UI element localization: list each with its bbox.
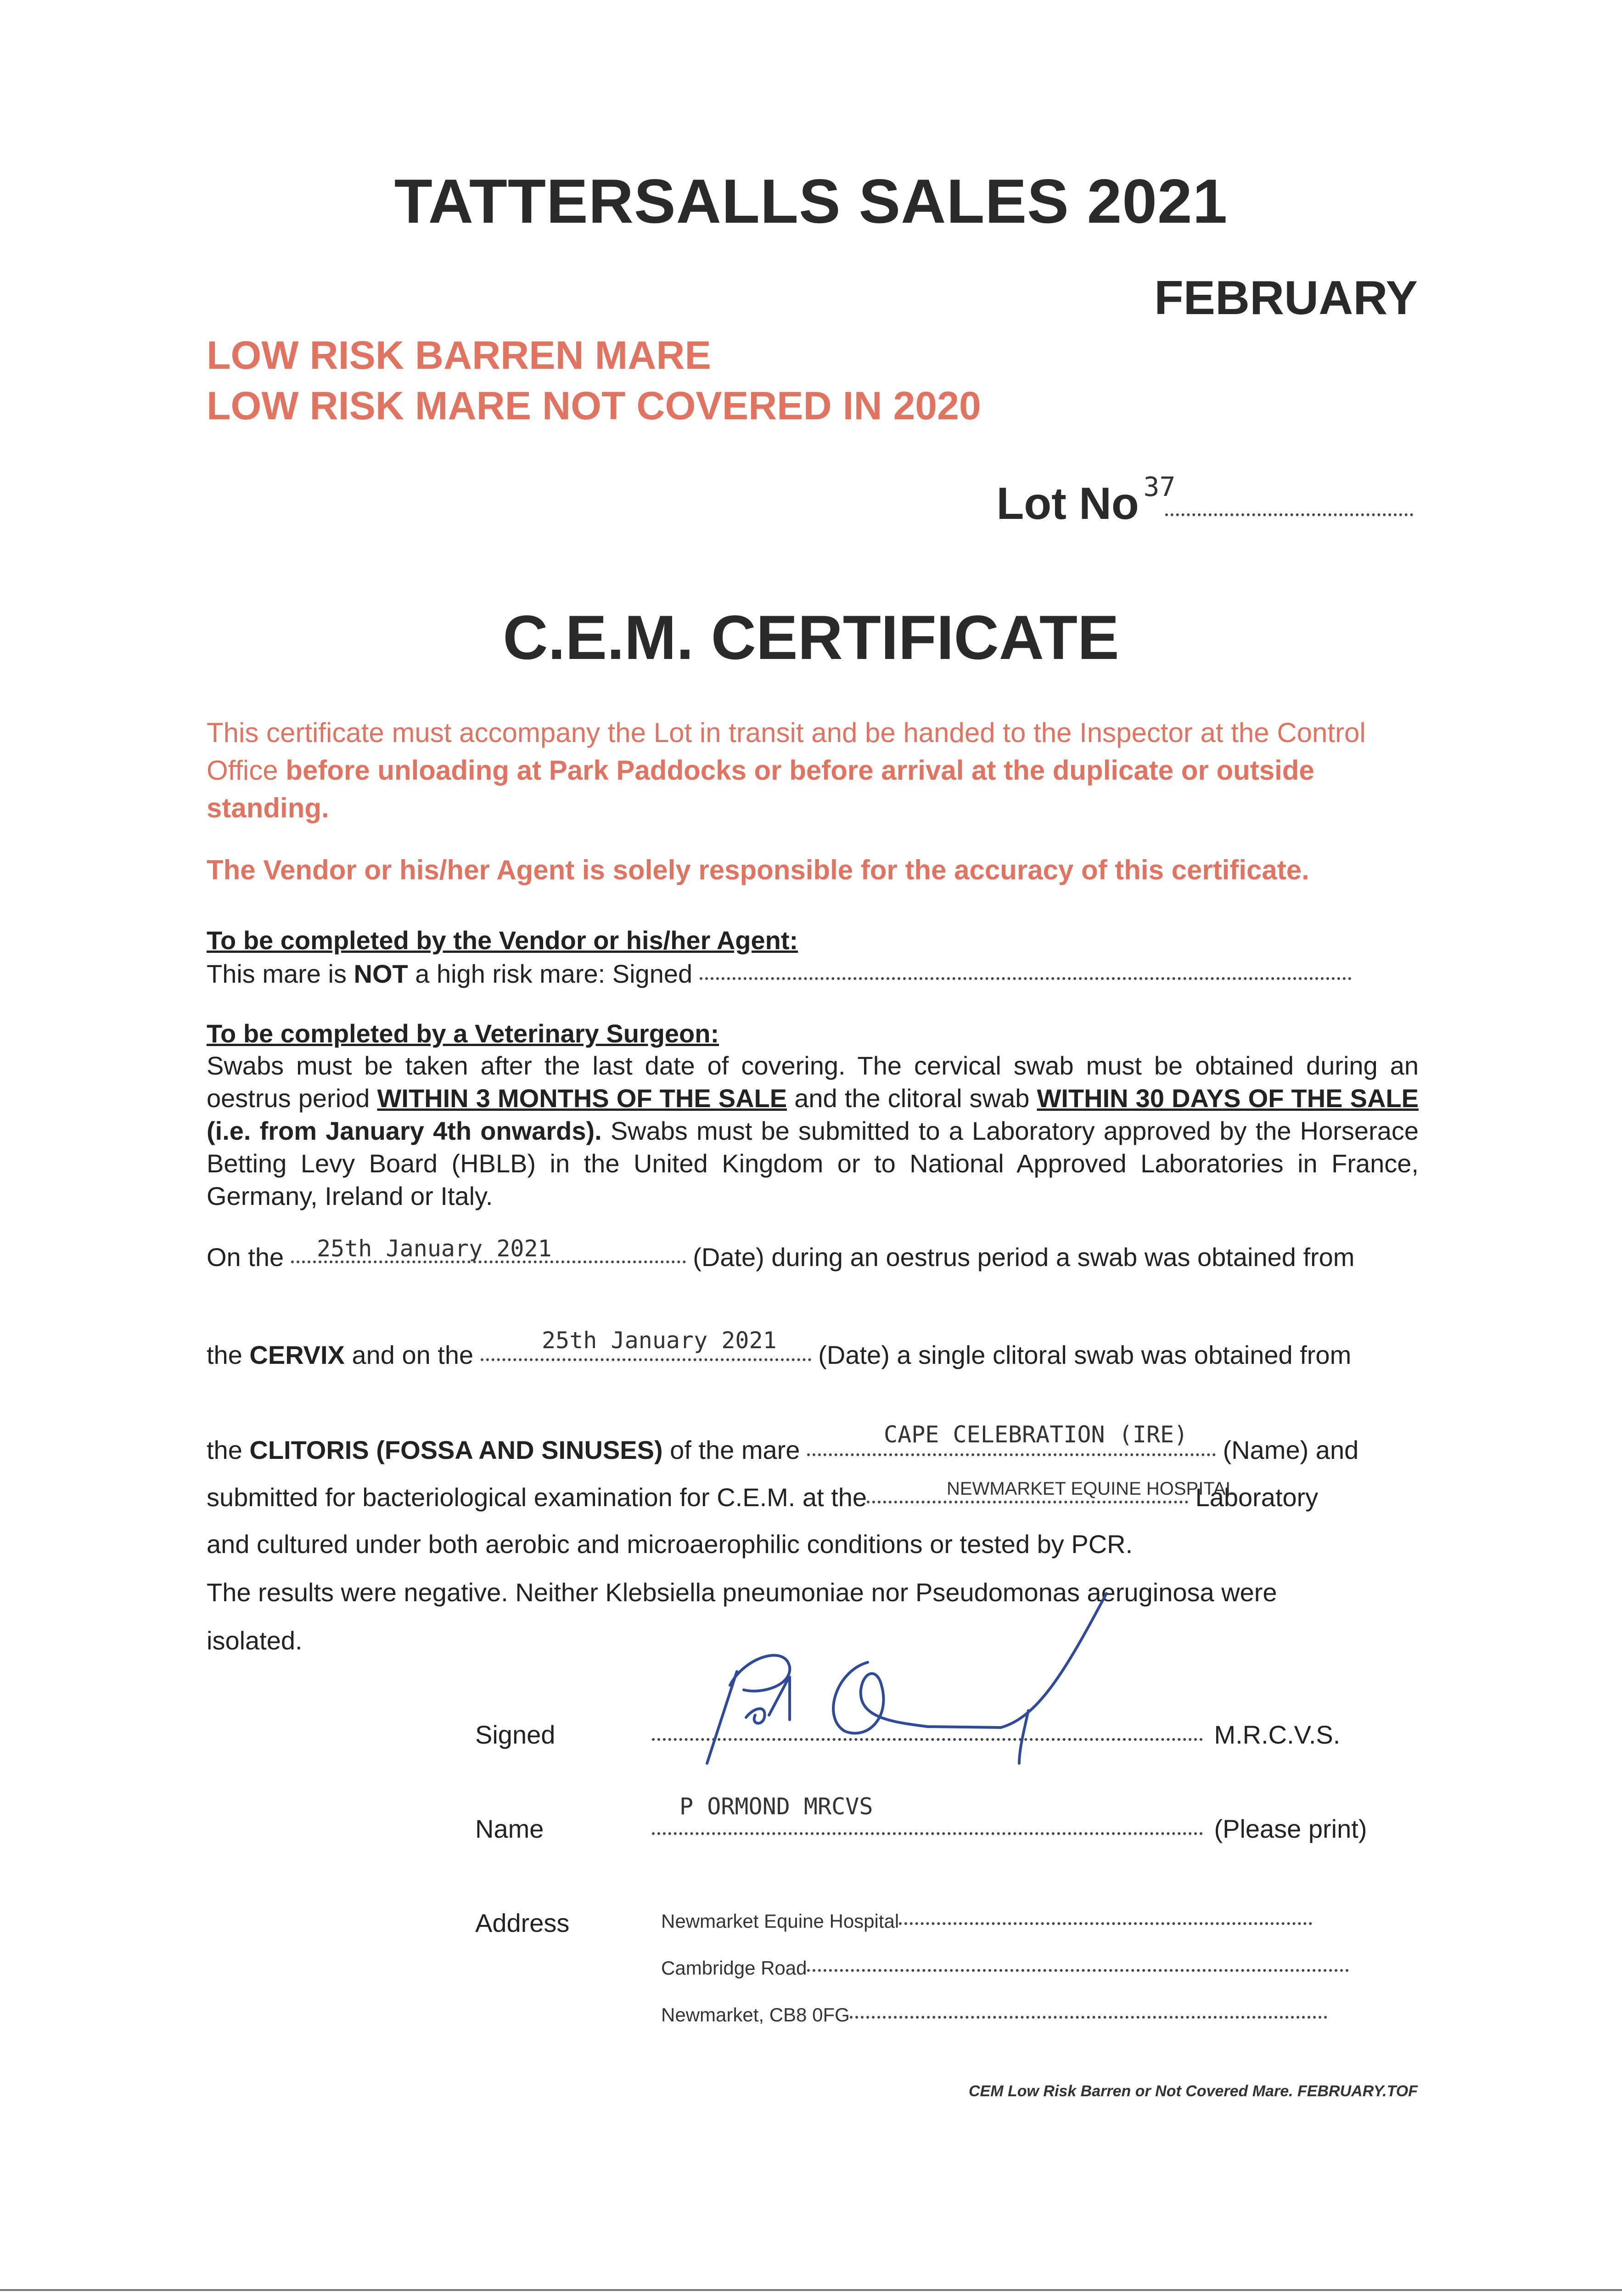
address-line-3[interactable] xyxy=(661,2004,1327,2026)
address-line-2[interactable] xyxy=(661,1957,1349,1979)
name-dotted-line xyxy=(652,1832,1203,1835)
address-line-2-value: Cambridge Road xyxy=(661,1957,807,1979)
submitted-label: submitted for bacteriological examination for C.E.M. at the xyxy=(207,1483,867,1512)
cervix-label: CERVIX xyxy=(249,1340,345,1369)
lot-number xyxy=(996,471,1413,529)
isolated-line: isolated. xyxy=(207,1626,303,1655)
name-value[interactable]: P ORMOND MRCVS xyxy=(679,1793,873,1820)
vet-heading: To be completed by a Veterinary Surgeon: xyxy=(207,1019,719,1048)
date1-after: (Date) during an oestrus period a swab was obtained from xyxy=(693,1243,1355,1272)
sale-month: FEBRUARY xyxy=(1154,271,1418,325)
mare-name-value[interactable]: CAPE CELEBRATION (IRE) xyxy=(884,1421,1188,1448)
address-line-1[interactable] xyxy=(661,1910,1312,1932)
mare-name-line xyxy=(207,1435,1419,1465)
please-print-label: (Please print) xyxy=(1214,1814,1367,1843)
name-field[interactable] xyxy=(652,1814,1367,1844)
lot-value[interactable]: 37 xyxy=(1143,471,1176,502)
date2-after: (Date) a single clitoral swab was obtained from xyxy=(818,1340,1352,1369)
vendor-line-bold: NOT xyxy=(354,959,408,988)
address-label: Address xyxy=(475,1908,570,1937)
name-label: Name xyxy=(475,1814,544,1843)
lab-name-value[interactable]: NEWMARKET EQUINE HOSPITAL xyxy=(947,1479,1236,1499)
vet-text-1: Swabs must be taken after the last date of covering. The cervical swab must be obtained during an oestrus period xyxy=(207,1051,1419,1113)
responsibility-statement: The Vendor or his/her Agent is solely responsible for the accuracy of this certificate. xyxy=(207,855,1309,885)
results-line: The results were negative. Neither Klebsiella pneumoniae nor Pseudomonas aeruginosa were xyxy=(207,1578,1277,1607)
risk-category-2: LOW RISK MARE NOT COVERED IN 2020 xyxy=(207,384,981,428)
date2-value[interactable]: 25th January 2021 xyxy=(542,1327,777,1354)
address-dots-2 xyxy=(807,1969,1349,1972)
vet-bold-3: (i.e. from January 4th onwards). xyxy=(207,1116,602,1145)
cultured-line: and cultured under both aerobic and microaerophilic conditions or tested by PCR. xyxy=(207,1530,1133,1559)
vendor-signature-field[interactable] xyxy=(700,977,1352,980)
vendor-line-pre: This mare is xyxy=(207,959,354,988)
address-dots-1 xyxy=(899,1922,1312,1925)
clitoral-date-line xyxy=(207,1340,1419,1370)
vet-bold-1: WITHIN 3 MONTHS OF THE SALE xyxy=(377,1084,787,1113)
mare-name-field[interactable] xyxy=(807,1453,1216,1456)
sales-title: TATTERSALLS SALES 2021 xyxy=(394,166,1228,236)
the-label-1: the xyxy=(207,1340,250,1369)
vet-text-2: and the clitoral swab xyxy=(787,1084,1037,1113)
lab-line xyxy=(207,1482,1419,1512)
date1-value[interactable]: 25th January 2021 xyxy=(317,1235,552,1262)
laboratory-label: Laboratory xyxy=(1195,1483,1319,1512)
certificate-title: C.E.M. CERTIFICATE xyxy=(503,602,1119,672)
vet-bold-2: WITHIN 30 DAYS OF THE SALE xyxy=(1037,1084,1419,1113)
lot-dotted-line xyxy=(1165,513,1413,516)
vendor-declaration xyxy=(207,959,1352,989)
on-the-label: On the xyxy=(207,1243,291,1272)
mrcvs-label: M.R.C.V.S. xyxy=(1214,1720,1341,1749)
vendor-heading: To be completed by the Vendor or his/her Agent: xyxy=(207,926,798,955)
vendor-line-post: a high risk mare: Signed xyxy=(408,959,700,988)
address-dots-3 xyxy=(850,2016,1327,2019)
lot-label: Lot No xyxy=(996,478,1139,529)
address-line-3-value: Newmarket, CB8 0FG xyxy=(661,2004,850,2026)
name-after: (Name) and xyxy=(1223,1435,1359,1464)
and-on-the-label: and on the xyxy=(344,1340,481,1369)
scan-edge-line xyxy=(0,2289,1622,2291)
form-reference-footer: CEM Low Risk Barren or Not Covered Mare. FEBRUARY.TOF xyxy=(968,2082,1418,2100)
notice-bold: before unloading at Park Paddocks or before arrival at the duplicate or outside standing. xyxy=(207,755,1314,823)
vet-text-3: Swabs must be submitted to a Laboratory approved by the Horserace Betting Levy Board (HBLB) in the United Kingdom or to National Approved Laboratories in France, Germany, Ireland or Italy. xyxy=(207,1116,1419,1210)
notice-plain: This certificate must accompany the Lot in transit and be handed to the Inspector at the Control Office xyxy=(207,717,1366,786)
of-the-mare-label: of the mare xyxy=(662,1435,807,1464)
clitoris-label: CLITORIS (FOSSA AND SINUSES) xyxy=(249,1435,663,1464)
handwritten-signature xyxy=(652,1580,1134,1773)
the-label-2: the xyxy=(207,1435,250,1464)
signed-label: Signed xyxy=(475,1720,556,1749)
address-line-1-value: Newmarket Equine Hospital xyxy=(661,1910,899,1932)
vet-instructions xyxy=(207,1049,1419,1212)
date2-field[interactable] xyxy=(481,1358,811,1361)
transit-notice xyxy=(207,714,1419,827)
lab-field[interactable] xyxy=(867,1501,1188,1503)
risk-category-1: LOW RISK BARREN MARE xyxy=(207,333,711,377)
